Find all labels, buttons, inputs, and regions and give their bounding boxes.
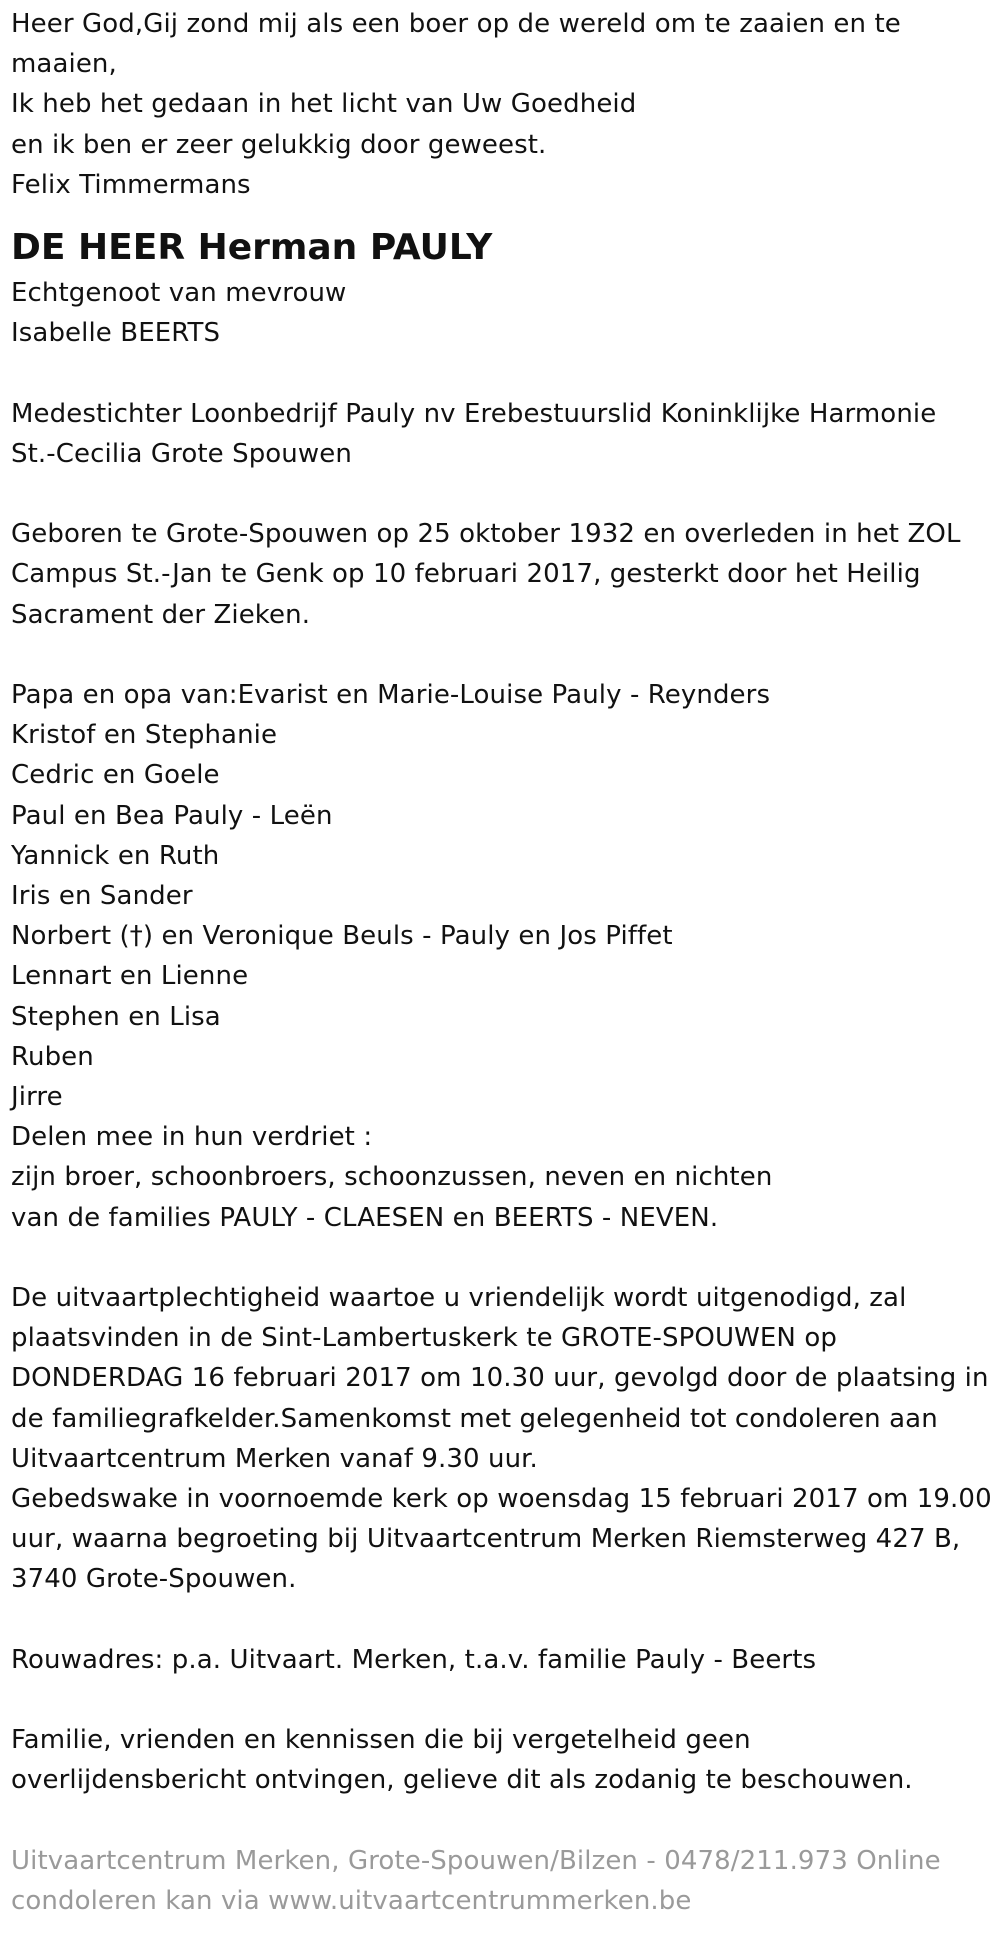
family-line: Iris en Sander: [11, 881, 193, 912]
spacer: [11, 635, 996, 675]
spacer: [11, 1680, 996, 1720]
ceremony-line: De uitvaartplechtigheid waartoe u vriendelijk wordt uitgenodigd, zal: [11, 1283, 907, 1314]
ceremony-line: de familiegrafkelder.Samenkomst met gelegenheid tot condoleren aan: [11, 1403, 938, 1434]
quote-block: [11, 0, 996, 205]
address-block: [11, 1640, 996, 1680]
functions-line: St.-Cecilia Grote Spouwen: [11, 438, 352, 469]
spacer: [11, 1238, 996, 1278]
ceremony-line: Gebedswake in voornoemde kerk op woensdag 15 februari 2017 om 19.00: [11, 1484, 992, 1515]
family-line: Norbert (†) en Veronique Beuls - Pauly en Jos Piffet: [11, 921, 673, 952]
family-line: Yannick en Ruth: [11, 840, 220, 871]
ceremony-line: plaatsvinden in de Sint-Lambertuskerk te GROTE-SPOUWEN op: [11, 1323, 837, 1354]
spacer: [11, 353, 996, 393]
family-line: Delen mee in hun verdriet :: [11, 1122, 373, 1153]
family-line: zijn broer, schoonbroers, schoonzussen, neven en nichten: [11, 1162, 773, 1193]
deceased-block: [11, 223, 996, 353]
spacer: [11, 1801, 996, 1841]
ceremony-line: 3740 Grote-Spouwen.: [11, 1564, 297, 1595]
spacer: [11, 1600, 996, 1640]
ceremony-line: DONDERDAG 16 februari 2017 om 10.30 uur, gevolgd door de plaatsing in: [11, 1363, 989, 1394]
quote-line: Heer God,Gij zond mij als een boer op de wereld om te zaaien en te: [11, 9, 901, 39]
notice-block: [11, 1720, 996, 1800]
ceremony-line: uur, waarna begroeting bij Uitvaartcentrum Merken Riemsterweg 427 B,: [11, 1524, 961, 1555]
notice-line: Familie, vrienden en kennissen die bij vergetelheid geen: [11, 1725, 751, 1756]
footer-block: [11, 1841, 996, 1921]
birth-death-line: Geboren te Grote-Spouwen op 25 oktober 1932 en overleden in het ZOL: [11, 519, 961, 550]
ceremony-block: [11, 1278, 996, 1600]
family-line: Jirre: [11, 1082, 63, 1113]
birth-death-line: Sacrament der Zieken.: [11, 599, 311, 630]
birth-death-line: Campus St.-Jan te Genk op 10 februari 2017, gesterkt door het Heilig: [11, 559, 921, 590]
family-line: Stephen en Lisa: [11, 1001, 221, 1032]
family-block: [11, 675, 996, 1238]
family-line: van de families PAULY - CLAESEN en BEERTS - NEVEN.: [11, 1202, 719, 1233]
obituary-document: [11, 0, 996, 1921]
family-line: Kristof en Stephanie: [11, 720, 278, 751]
address-line: Rouwadres: p.a. Uitvaart. Merken, t.a.v. familie Pauly - Beerts: [11, 1644, 817, 1675]
spacer: [11, 474, 996, 514]
deceased-name-heading: DE HEER Herman PAULY: [11, 227, 493, 269]
functions-block: [11, 394, 996, 474]
spouse-line: Isabelle BEERTS: [11, 318, 221, 349]
family-line: Cedric en Goele: [11, 760, 220, 791]
notice-line: overlijdensbericht ontvingen, gelieve dit als zodanig te beschouwen.: [11, 1765, 913, 1796]
functions-line: Medestichter Loonbedrijf Pauly nv Erebestuurslid Koninklijke Harmonie: [11, 398, 937, 429]
quote-author: Felix Timmermans: [11, 169, 251, 200]
spouse-line: Echtgenoot van mevrouw: [11, 278, 347, 309]
quote-line: en ik ben er zeer gelukkig door geweest.: [11, 129, 547, 160]
ceremony-line: Uitvaartcentrum Merken vanaf 9.30 uur.: [11, 1443, 538, 1474]
footer-line: Uitvaartcentrum Merken, Grote-Spouwen/Bilzen - 0478/211.973 Online: [11, 1845, 941, 1876]
family-line: Papa en opa van:Evarist en Marie-Louise Pauly - Reynders: [11, 680, 771, 710]
quote-line: maaien,: [11, 49, 117, 80]
family-line: Lennart en Lienne: [11, 961, 249, 992]
birth-death-block: [11, 514, 996, 635]
family-line: Ruben: [11, 1041, 94, 1072]
quote-line: Ik heb het gedaan in het licht van Uw Goedheid: [11, 89, 637, 120]
family-line: Paul en Bea Pauly - Leën: [11, 800, 333, 831]
footer-line: condoleren kan via www.uitvaartcentrummerken.be: [11, 1886, 692, 1917]
